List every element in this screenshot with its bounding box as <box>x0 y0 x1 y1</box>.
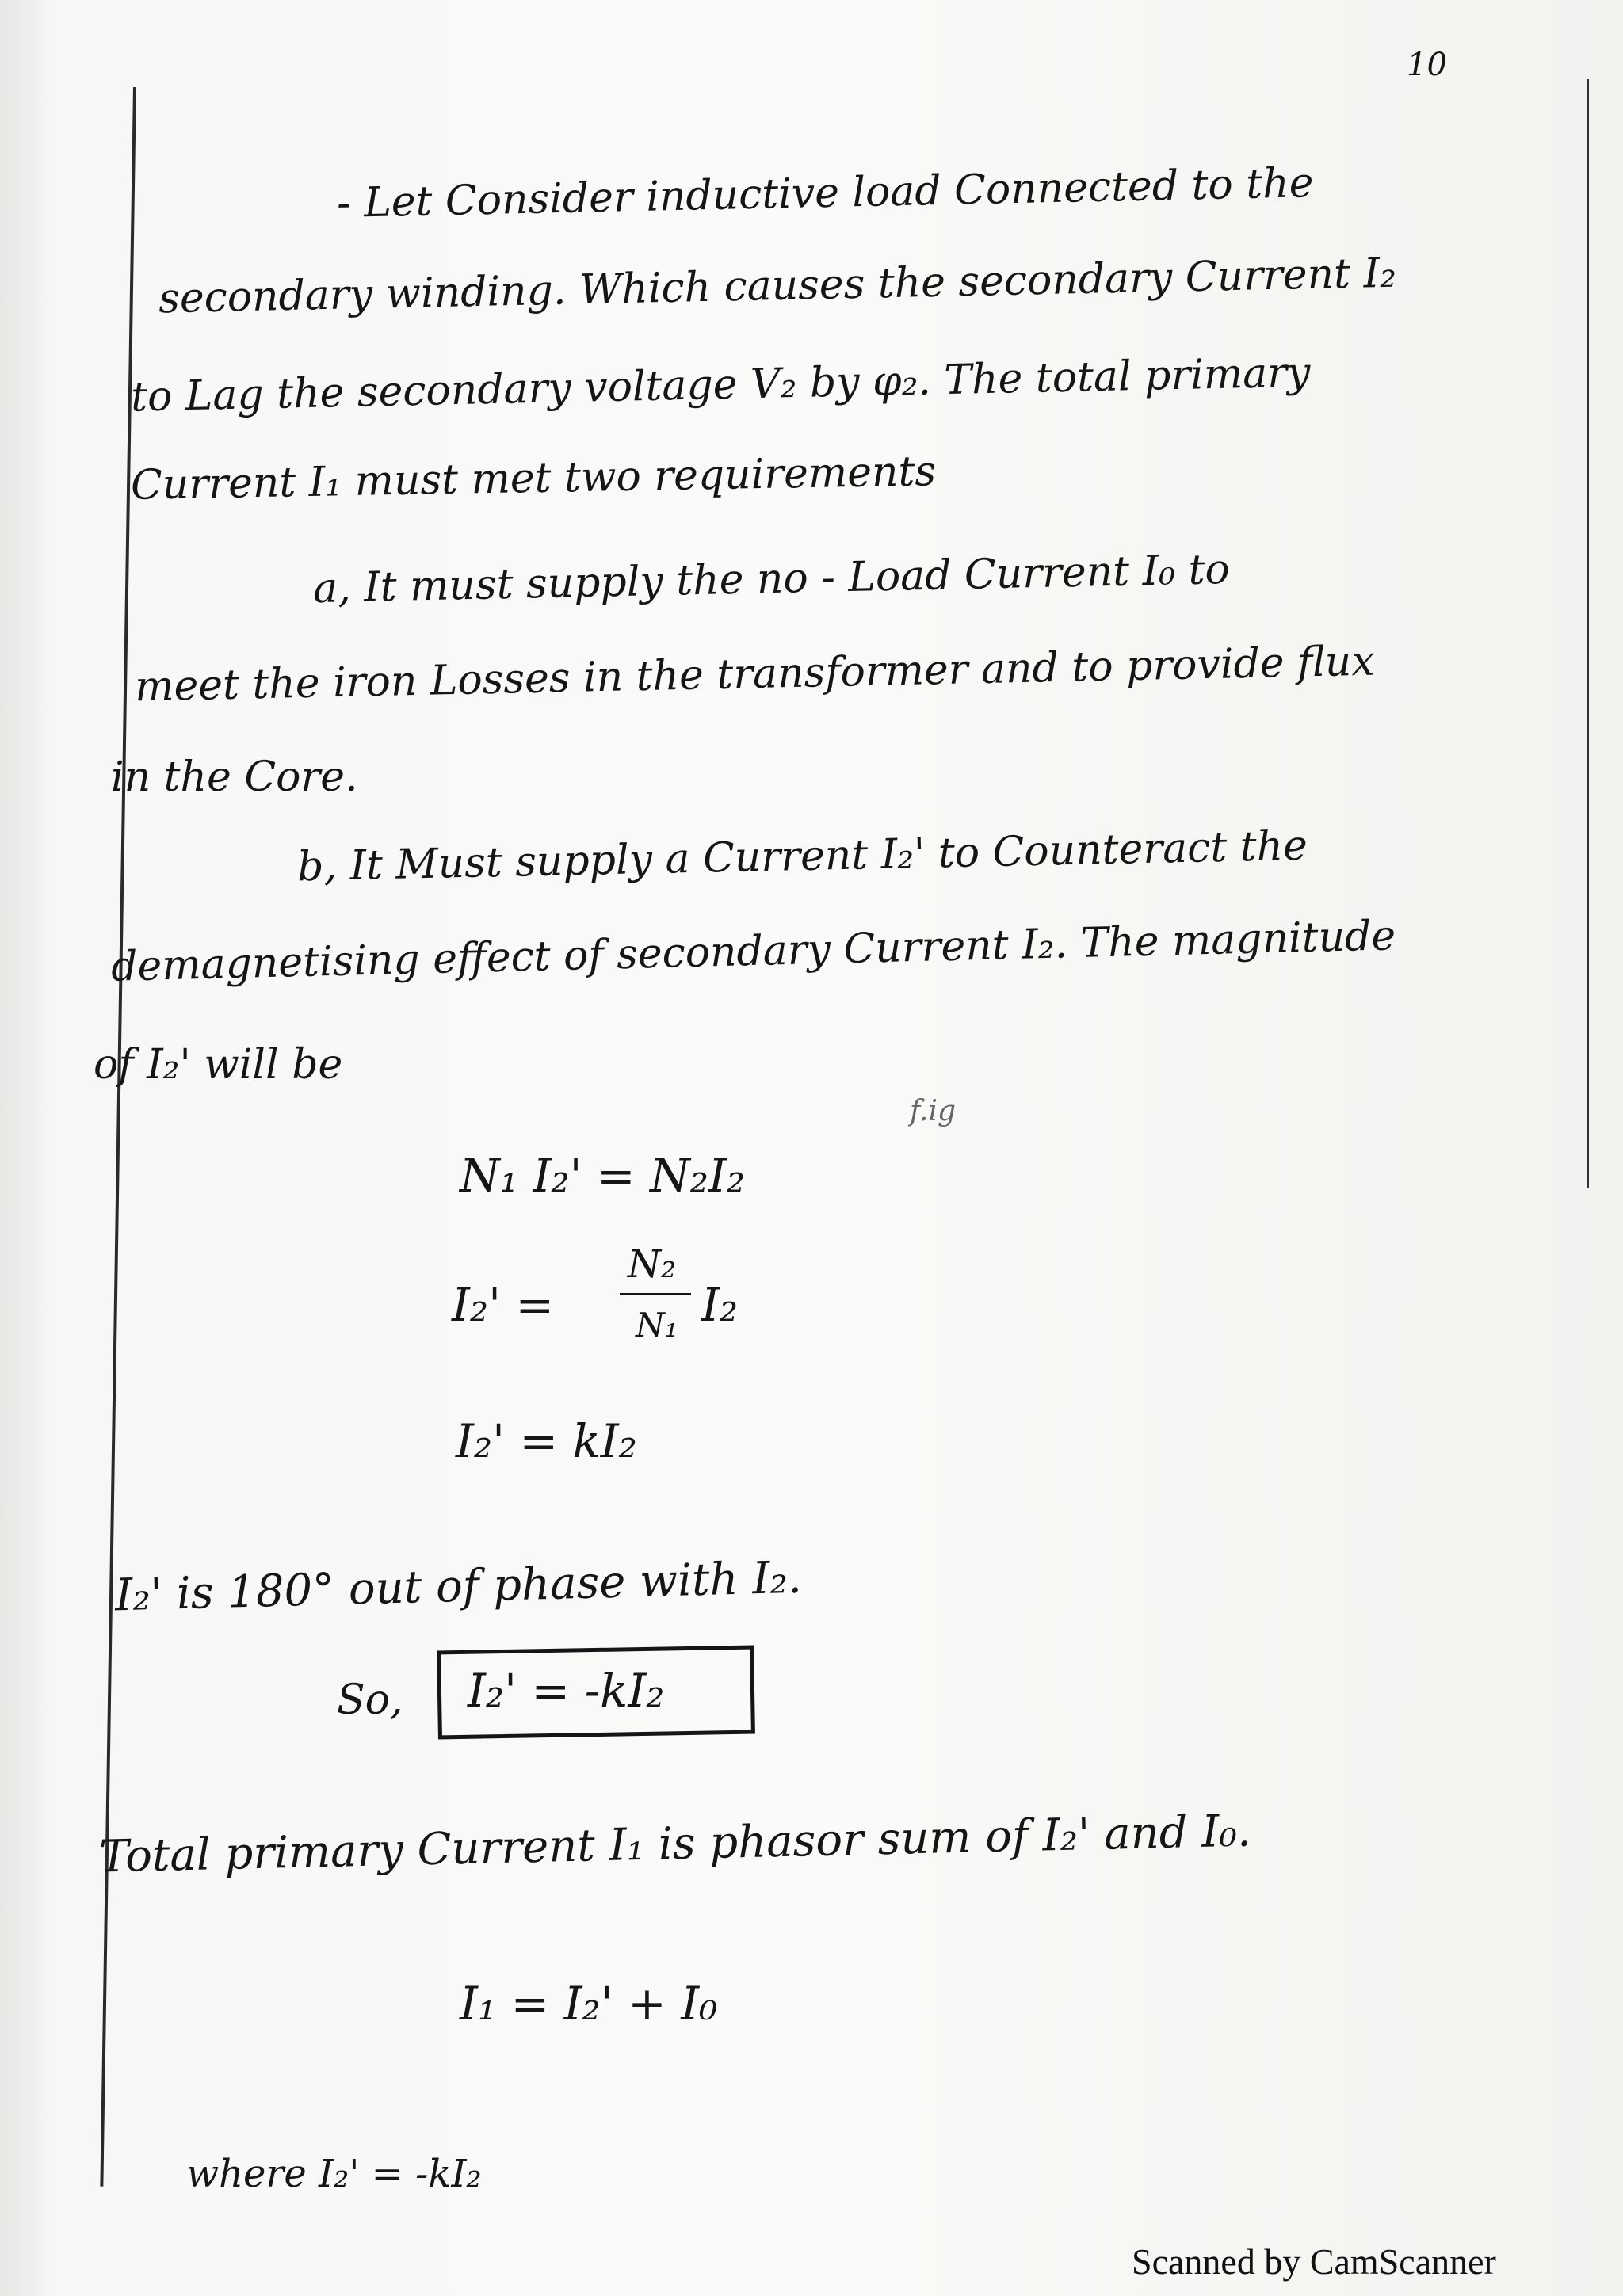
equation-2-rhs: I₂ <box>701 1278 739 1332</box>
text-line-8: b, It Must supply a Current I₂' to Counteract the <box>296 822 1308 891</box>
boxed-equation: I₂' = -kI₂ <box>468 1664 665 1718</box>
scanner-watermark: Scanned by CamScanner <box>1132 2241 1496 2282</box>
equation-1: N₁ I₂' = N₂I₂ <box>460 1149 746 1203</box>
equation-3: I₂' = kI₂ <box>456 1414 637 1468</box>
equation-2-denominator: N₁ <box>636 1306 678 1344</box>
fig-note: f.ig <box>910 1095 957 1127</box>
right-margin-line <box>1587 79 1589 1188</box>
fraction-bar <box>620 1293 691 1295</box>
text-line-7: in the Core. <box>111 753 358 801</box>
text-line-2: secondary winding. Which causes the secondary Current I₂ <box>158 249 1397 323</box>
text-line-10: of I₂' will be <box>94 1041 343 1089</box>
total-current-equation: I₁ = I₂' + I₀ <box>460 1977 718 2031</box>
text-line-3: to Lag the secondary voltage V₂ by φ₂. The total primary <box>130 349 1311 421</box>
phase-statement: I₂' is 180° out of phase with I₂. <box>114 1551 803 1622</box>
text-line-1: - Let Consider inductive load Connected to the <box>336 159 1315 227</box>
text-line-9: demagnetising effect of secondary Current I₂. The magnitude <box>110 912 1396 991</box>
equation-2-lhs: I₂' = <box>452 1278 555 1332</box>
text-line-4: Current I₁ must met two requirements <box>130 448 937 509</box>
text-line-6: meet the iron Losses in the transformer and to provide flux <box>134 637 1376 711</box>
equation-2-numerator: N₂ <box>628 1242 677 1287</box>
page-number: 10 <box>1407 47 1447 83</box>
text-line-5: a, It must supply the no - Load Current I₀ to <box>312 545 1231 613</box>
where-line: where I₂' = -kI₂ <box>186 2152 482 2196</box>
total-current-statement: Total primary Current I₁ is phasor sum of I₂' and I₀. <box>98 1805 1252 1883</box>
so-label: So, <box>337 1676 403 1724</box>
